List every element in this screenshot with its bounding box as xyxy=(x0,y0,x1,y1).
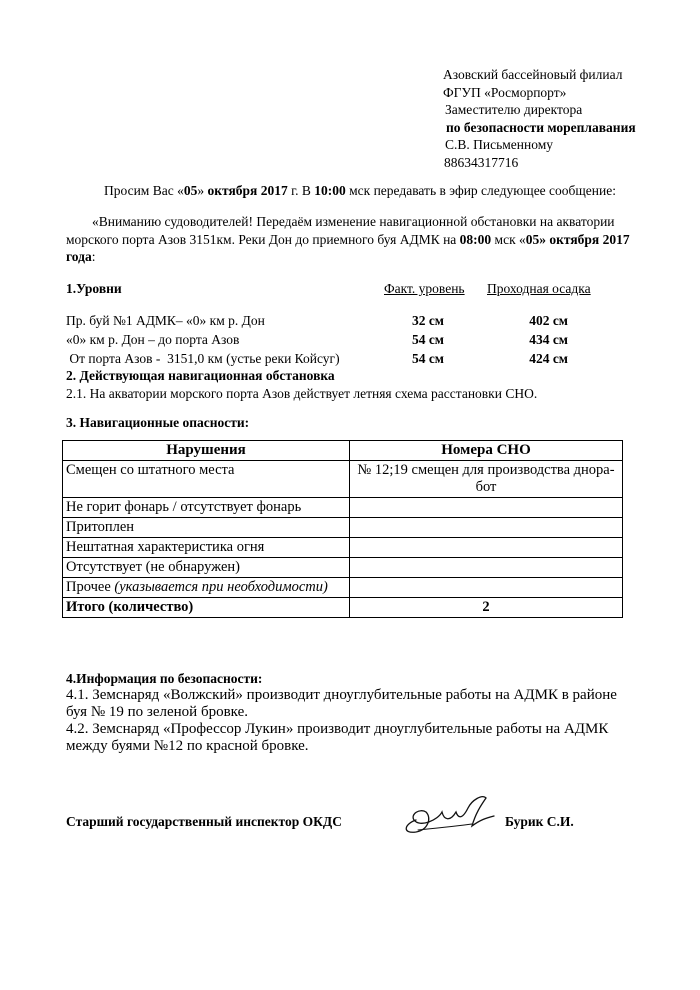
addressee-line-2: ФГУП «Росморпорт» xyxy=(443,84,567,100)
table-cell-value xyxy=(350,558,623,578)
table-row xyxy=(63,461,623,498)
table-cell-label-text: Прочее xyxy=(66,579,115,595)
situation-heading: 2. Действующая навигационная обстановка xyxy=(66,368,335,383)
levels-actual: 32 см xyxy=(411,313,444,328)
notice-paragraph xyxy=(66,213,636,266)
request-text: » xyxy=(197,183,208,198)
notice-text: : xyxy=(91,249,96,264)
addressee-line-4: по безопасности мореплавания xyxy=(446,119,636,135)
table-total-label: Итого (количество) xyxy=(63,598,350,618)
hazards-table xyxy=(62,440,623,618)
levels-draft: 402 см xyxy=(529,313,568,328)
addressee-block xyxy=(443,66,636,172)
addressee-line-6: 88634317716 xyxy=(444,154,519,170)
table-row xyxy=(63,518,623,538)
levels-draft: 424 см xyxy=(529,351,568,366)
table-header-buoy-numbers: Номера СНО xyxy=(350,441,623,461)
table-cell-value: № 12;19 смещен для производства дноработ xyxy=(350,461,623,498)
request-year: 2017 xyxy=(257,183,288,198)
table-cell-value xyxy=(350,578,623,598)
situation-text: 2.1. На акватории морского порта Азов действует летняя схема расстановки СНО. xyxy=(66,386,538,401)
table-cell-label: Нештатная характеристика огня xyxy=(63,538,350,558)
table-header-row xyxy=(63,441,623,461)
request-text: г. В xyxy=(287,183,315,198)
request-line xyxy=(104,182,616,199)
table-row xyxy=(63,558,623,578)
safety-item: 4.2. Земснаряд «Профессор Лукин» производит дноуглубительные работы на АДМК между буями №12 по красной бровке. xyxy=(66,721,609,754)
hazards-heading: 3. Навигационные опасности: xyxy=(66,415,250,430)
request-time: 10:00 xyxy=(314,183,346,198)
levels-col-actual: Факт. уровень xyxy=(384,281,465,296)
addressee-line-5: С.В. Письменному xyxy=(445,137,554,153)
table-cell-label: Смещен со штатного места xyxy=(63,461,350,498)
request-text: мск передавать в эфир следующее сообщение: xyxy=(345,183,616,198)
addressee-line-3: Заместителю директора xyxy=(445,102,583,118)
request-text: Просим Вас « xyxy=(104,183,184,198)
levels-place: Пр. буй №1 АДМК– «0» км р. Дон xyxy=(66,313,265,328)
request-day: 05 xyxy=(183,183,198,198)
safety-item: 4.1. Земснаряд «Волжский» производит дноуглубительные работы на АДМК в районе буя № 19 по зеленой бровке. xyxy=(66,687,617,720)
notice-time: 08:00 xyxy=(459,231,492,247)
notice-text: «Вниманию судоводителей! Передаём изменение навигационной обстановки на акватории морского порта Азов 3151км. Реки Дон до приемного буя АДМК на xyxy=(66,214,615,247)
levels-place: «0» км р. Дон – до порта Азов xyxy=(66,332,240,347)
levels-row xyxy=(66,350,340,367)
table-cell-label: Отсутствует (не обнаружен) xyxy=(63,558,350,578)
safety-info xyxy=(66,670,626,755)
table-cell-label: Притоплен xyxy=(63,518,350,538)
safety-heading: 4.Информация по безопасности: xyxy=(66,671,263,686)
table-cell-label: Не горит фонарь / отсутствует фонарь xyxy=(63,498,350,518)
notice-date: » октября 2017 года xyxy=(66,231,630,264)
table-header-violations: Нарушения xyxy=(63,441,350,461)
table-row xyxy=(63,538,623,558)
table-cell-label xyxy=(63,578,350,598)
levels-row xyxy=(66,312,265,329)
table-row xyxy=(63,498,623,518)
handwritten-signature xyxy=(398,790,498,842)
levels-actual: 54 см xyxy=(411,332,444,347)
signatory-title: Старший государственный инспектор ОКДС xyxy=(66,814,342,829)
table-cell-label-note: (указывается при необходимости) xyxy=(114,579,328,595)
table-cell-value xyxy=(350,498,623,518)
levels-col-draft: Проходная осадка xyxy=(487,281,591,296)
notice-day: 05 xyxy=(525,231,540,247)
levels-place-b: 3151,0 км (устье реки Койсуг) xyxy=(163,351,340,366)
notice-text: мск « xyxy=(491,231,526,247)
signatory-name: Бурик С.И. xyxy=(505,814,574,829)
table-total-value: 2 xyxy=(350,598,623,618)
table-cell-value xyxy=(350,518,623,538)
request-month: октября xyxy=(207,183,258,198)
table-row xyxy=(63,578,623,598)
table-total-row xyxy=(63,598,623,618)
table-cell-value xyxy=(350,538,623,558)
addressee-line-1: Азовский бассейновый филиал xyxy=(443,67,623,82)
levels-actual: 54 см xyxy=(411,351,444,366)
levels-place-a: От порта Азов - xyxy=(66,351,164,366)
levels-row xyxy=(66,331,239,348)
levels-draft: 434 см xyxy=(529,332,568,347)
levels-heading: 1.Уровни xyxy=(66,281,122,296)
